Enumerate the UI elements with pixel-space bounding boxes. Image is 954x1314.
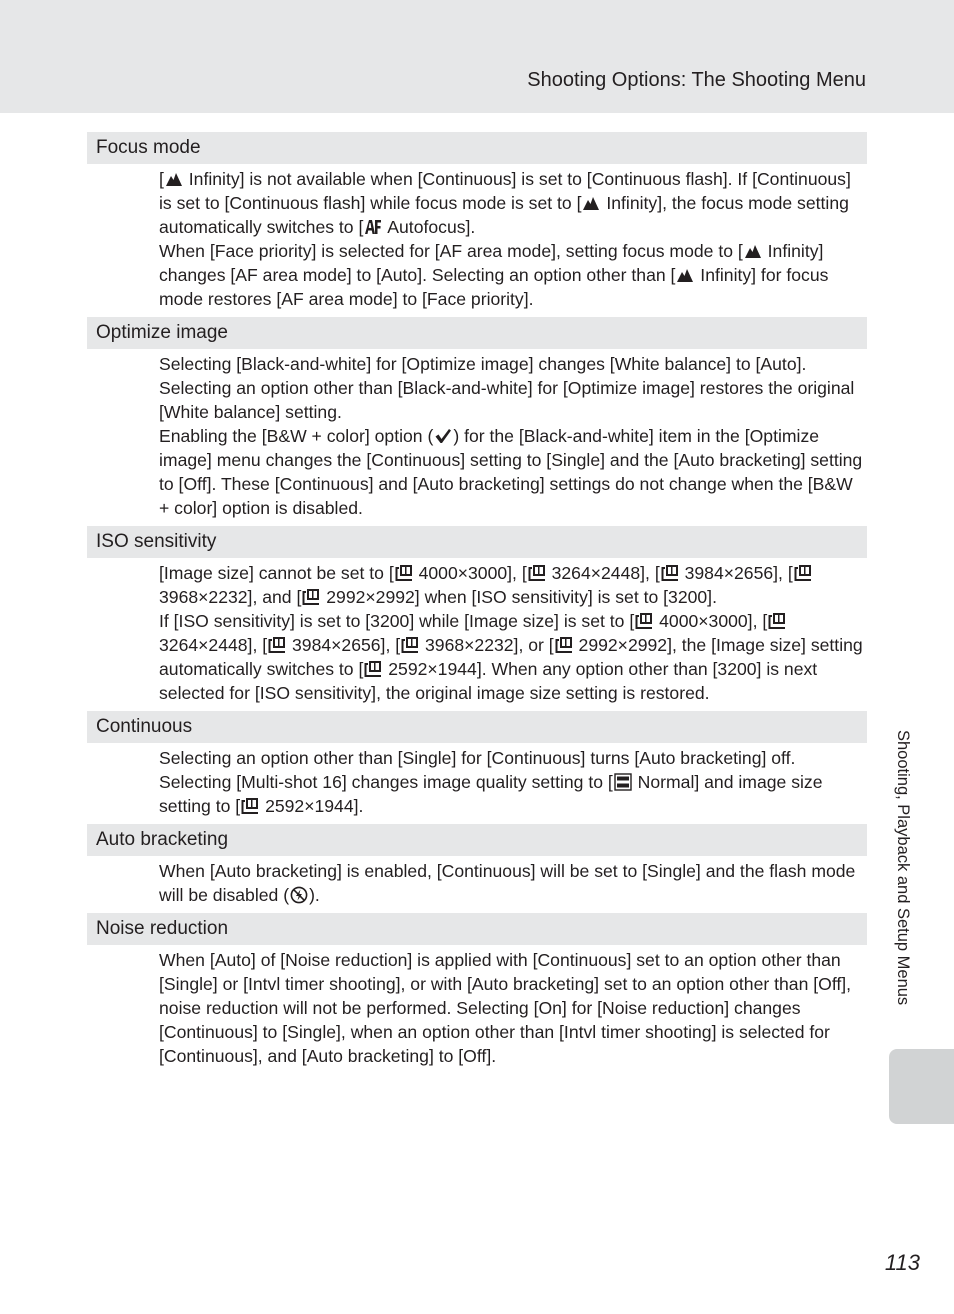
section-body	[87, 743, 867, 819]
text-run: Selecting an option other than [Single] for [Continuous] turns [Auto bracketing] off. Selecting [Multi-shot 16] changes image quality setting to [	[159, 748, 796, 792]
text-run: Normal] and image size setting to [	[159, 772, 823, 816]
text-run: 3968×2232], and [	[159, 587, 302, 607]
text-run: [	[159, 169, 164, 189]
image-size-icon	[768, 612, 786, 630]
section-heading: Auto bracketing	[87, 824, 867, 856]
section-iso-sensitivity	[87, 526, 867, 706]
paragraph	[159, 746, 867, 818]
section-body	[87, 349, 867, 521]
paragraph	[159, 424, 867, 520]
mountain-icon	[165, 170, 183, 188]
mountain-icon	[744, 242, 762, 260]
section-body	[87, 558, 867, 706]
image-size-icon	[268, 636, 286, 654]
text-run: 3264×2448], [	[159, 635, 268, 655]
text-run: When [Auto bracketing] is enabled, [Continuous] will be set to [Single] and the flash mode will be disabled (	[159, 861, 856, 905]
normal-quality-icon	[614, 773, 632, 791]
paragraph	[159, 239, 867, 311]
text-run: Infinity], the focus mode setting automatically switches to [	[159, 193, 849, 237]
section-continuous	[87, 711, 867, 819]
side-tab-label: Shooting, Playback and Setup Menus	[894, 730, 912, 1006]
text-run: 4000×3000], [	[654, 611, 768, 631]
section-body	[87, 945, 867, 1069]
text-run: 3968×2232], or [	[420, 635, 554, 655]
text-run: 2592×1944]. When any option other than [3200] is next selected for [ISO sensitivity], the original image size setting is restored.	[159, 659, 818, 703]
image-size-icon	[364, 660, 382, 678]
image-size-icon	[555, 636, 573, 654]
paragraph	[159, 561, 867, 609]
image-size-icon	[528, 564, 546, 582]
text-run: When [Face priority] is selected for [AF area mode], setting focus mode to [	[159, 241, 743, 261]
page-header-title: Shooting Options: The Shooting Menu	[527, 69, 866, 91]
paragraph: When [Auto] of [Noise reduction] is applied with [Continuous] set to an option other than [Single] or [Intvl timer shooting], or with [Auto bracketing] set to an option other than [Off], noise reduction will not be performed. Selecting [On] for [Noise reduction] changes [Continuous] to [Single], when an option other than [Intvl timer shooting] is selected for [Continuous], and [Auto bracketing] to [Off].	[159, 950, 852, 1066]
section-noise-reduction	[87, 913, 867, 1069]
text-run: Infinity] is not available when [Continuous] is set to [Continuous flash]. If [Continuous] is set to [Continuous flash] while focus mode is set to [	[159, 169, 851, 213]
text-run: Autofocus].	[383, 217, 476, 237]
mountain-icon	[582, 194, 600, 212]
section-heading: Continuous	[87, 711, 867, 743]
text-run: 3984×2656], [	[679, 563, 793, 583]
header-band	[0, 0, 954, 113]
text-run: 2992×2992] when [ISO sensitivity] is set to [3200].	[321, 587, 717, 607]
image-size-icon	[401, 636, 419, 654]
image-size-icon	[302, 588, 320, 606]
text-run: 3984×2656], [	[287, 635, 401, 655]
text-run: If [ISO sensitivity] is set to [3200] while [Image size] is set to [	[159, 611, 635, 631]
section-heading: Noise reduction	[87, 913, 867, 945]
paragraph: Selecting [Black-and-white] for [Optimize image] changes [White balance] to [Auto]. Selecting an option other than [Black-and-white] for [Optimize image] restores the original [White balance] setting.	[159, 354, 855, 422]
paragraph	[159, 167, 867, 239]
text-run: Infinity] changes [AF area mode] to [Auto]. Selecting an option other than [	[159, 241, 824, 285]
section-heading: ISO sensitivity	[87, 526, 867, 558]
checkmark-icon	[434, 427, 452, 445]
text-run: 2592×1944].	[260, 796, 364, 816]
text-run: 4000×3000], [	[413, 563, 527, 583]
af-icon	[364, 218, 382, 236]
image-size-icon	[241, 797, 259, 815]
text-run: 3264×2448], [	[546, 563, 660, 583]
section-heading: Focus mode	[87, 132, 867, 164]
image-size-icon	[395, 564, 413, 582]
side-tab-marker	[889, 1049, 954, 1124]
image-size-icon	[794, 564, 812, 582]
paragraph	[159, 609, 867, 705]
text-run: Enabling the [B&W + color] option (	[159, 426, 434, 446]
content-area	[87, 132, 867, 1074]
section-body	[87, 856, 867, 908]
mountain-icon	[676, 266, 694, 284]
paragraph	[159, 859, 867, 907]
text-run: ).	[309, 885, 320, 905]
section-focus-mode	[87, 132, 867, 312]
text-run: 2992×2992], the [Image size] setting automatically switches to [	[159, 635, 863, 679]
text-run: ) for the [Black-and-white] item in the [Optimize image] menu changes the [Continuous] setting to [Single] and the [Auto bracketing] setting to [Off]. These [Continuous] and [Auto bracketing] settings do not change when the [B&W + color] option is disabled.	[159, 426, 863, 518]
section-auto-bracketing	[87, 824, 867, 908]
image-size-icon	[661, 564, 679, 582]
section-body	[87, 164, 867, 312]
text-run: [Image size] cannot be set to [	[159, 563, 394, 583]
flash-off-icon	[290, 886, 308, 904]
image-size-icon	[635, 612, 653, 630]
text-run: Infinity] for focus mode restores [AF area mode] to [Face priority].	[159, 265, 829, 309]
page-number: 113	[884, 1250, 920, 1275]
section-optimize-image	[87, 317, 867, 521]
section-heading: Optimize image	[87, 317, 867, 349]
